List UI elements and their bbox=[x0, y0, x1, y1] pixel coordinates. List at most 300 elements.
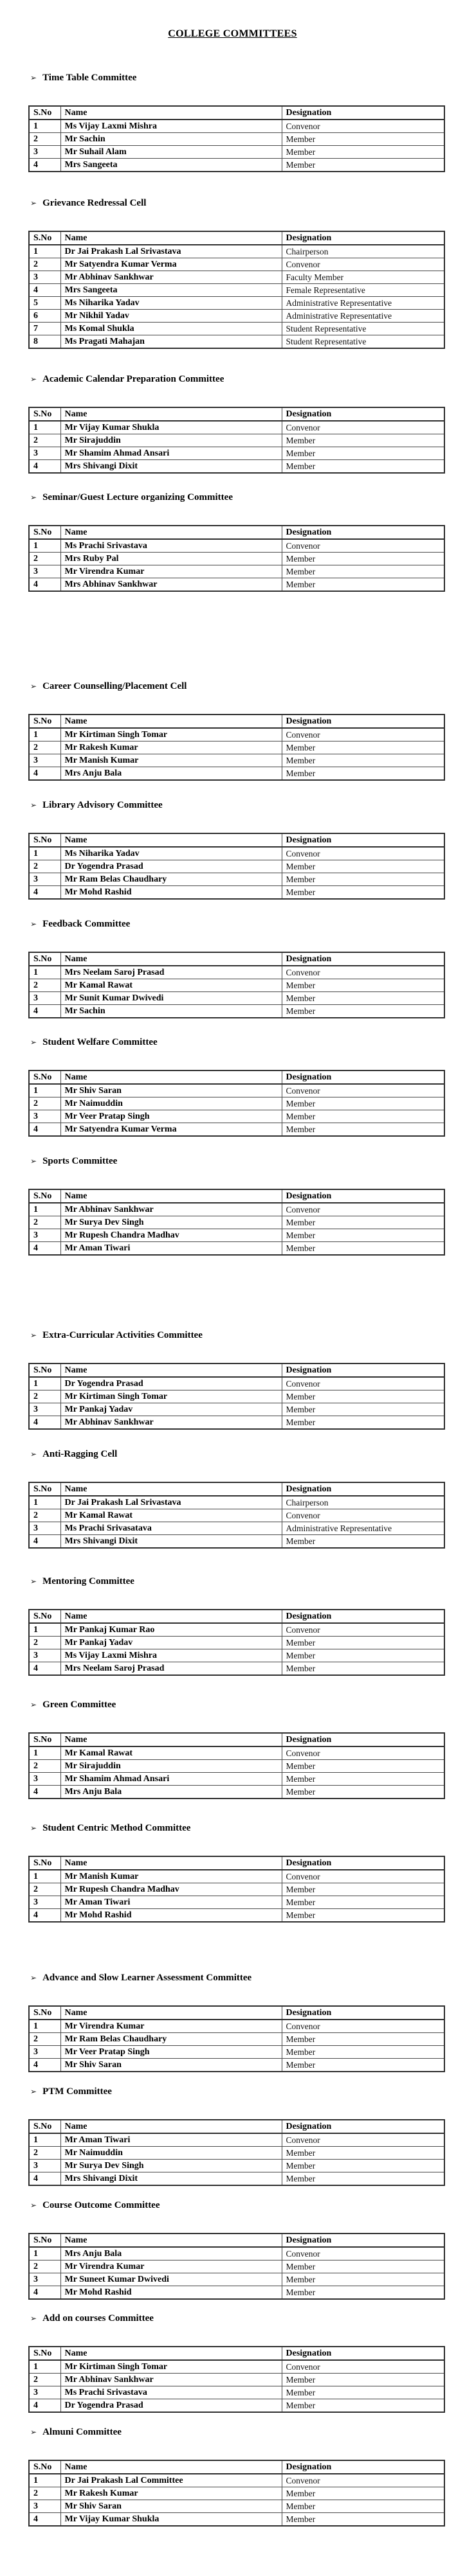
member-sno: 1 bbox=[29, 1870, 60, 1883]
table-row bbox=[29, 1535, 444, 1549]
member-designation: Convenor bbox=[282, 1203, 444, 1216]
arrow-bullet-icon: ➢ bbox=[30, 1577, 37, 1586]
committee-table bbox=[28, 1482, 445, 1549]
committee-name: Extra-Curricular Activities Committee bbox=[42, 1330, 203, 1340]
member-name: Mr Abhinav Sankhwar bbox=[60, 2374, 282, 2386]
column-header-sno: S.No bbox=[29, 1733, 60, 1746]
member-designation: Member bbox=[282, 1110, 444, 1123]
committee-name: Anti-Ragging Cell bbox=[42, 1449, 118, 1459]
member-designation: Member bbox=[282, 1649, 444, 1662]
member-name: Ms Vijay Laxmi Mishra bbox=[60, 1649, 282, 1662]
member-name: Mrs Neelam Saroj Prasad bbox=[60, 1662, 282, 1676]
table-row bbox=[29, 133, 444, 146]
member-designation: Convenor bbox=[282, 258, 444, 271]
member-sno: 4 bbox=[29, 1662, 60, 1676]
member-sno: 3 bbox=[29, 1896, 60, 1909]
member-name: Mr Pankaj Yadav bbox=[60, 1637, 282, 1649]
table-row bbox=[29, 2487, 444, 2500]
member-designation: Member bbox=[282, 1896, 444, 1909]
member-sno: 3 bbox=[29, 1773, 60, 1786]
table-row bbox=[29, 1496, 444, 1509]
column-header-name: Name bbox=[60, 2006, 282, 2020]
member-designation: Member bbox=[282, 992, 444, 1005]
committee-heading bbox=[30, 373, 465, 385]
member-sno: 2 bbox=[29, 742, 60, 754]
member-designation: Member bbox=[282, 742, 444, 754]
member-designation: Member bbox=[282, 1005, 444, 1018]
arrow-bullet-icon: ➢ bbox=[30, 1824, 37, 1833]
table-row bbox=[29, 1416, 444, 1430]
member-name: Mr Mohd Rashid bbox=[60, 886, 282, 900]
member-sno: 4 bbox=[29, 2059, 60, 2072]
member-name: Mr Sachin bbox=[60, 1005, 282, 1018]
member-name: Mr Shiv Saran bbox=[60, 2059, 282, 2072]
member-name: Mr Pankaj Yadav bbox=[60, 1403, 282, 1416]
member-name: Mr Abhinav Sankhwar bbox=[60, 1416, 282, 1430]
column-header-name: Name bbox=[60, 833, 282, 847]
arrow-bullet-icon: ➢ bbox=[30, 1157, 37, 1166]
committee-heading bbox=[30, 680, 465, 692]
committee-heading bbox=[30, 1972, 465, 1984]
committee-table bbox=[28, 1189, 445, 1256]
member-designation: Member bbox=[282, 1416, 444, 1430]
column-header-designation: Designation bbox=[282, 2006, 444, 2020]
member-designation: Chairperson bbox=[282, 245, 444, 258]
member-designation: Convenor bbox=[282, 1623, 444, 1637]
member-designation: Member bbox=[282, 1637, 444, 1649]
committee-heading bbox=[30, 1822, 465, 1834]
committee-heading bbox=[30, 1155, 465, 1167]
column-header-sno: S.No bbox=[29, 231, 60, 245]
committee-section bbox=[0, 1699, 465, 1799]
member-designation: Student Representative bbox=[282, 323, 444, 335]
member-name: Mr Kirtiman Singh Tomar bbox=[60, 728, 282, 742]
member-name: Mr Kirtiman Singh Tomar bbox=[60, 1390, 282, 1403]
committee-heading bbox=[30, 2426, 465, 2438]
member-designation: Convenor bbox=[282, 2020, 444, 2033]
column-header-sno: S.No bbox=[29, 715, 60, 728]
member-designation: Administrative Representative bbox=[282, 297, 444, 310]
table-header-row bbox=[29, 1856, 444, 1870]
table-row bbox=[29, 271, 444, 284]
column-header-sno: S.No bbox=[29, 2460, 60, 2474]
committee-table bbox=[28, 952, 445, 1018]
committee-heading bbox=[30, 1036, 465, 1048]
member-sno: 1 bbox=[29, 728, 60, 742]
member-designation: Administrative Representative bbox=[282, 310, 444, 323]
column-header-designation: Designation bbox=[282, 1856, 444, 1870]
column-header-sno: S.No bbox=[29, 833, 60, 847]
member-name: Mr Satyendra Kumar Verma bbox=[60, 1123, 282, 1137]
member-name: Mr Virendra Kumar bbox=[60, 2020, 282, 2033]
member-name: Mr Abhinav Sankhwar bbox=[60, 1203, 282, 1216]
committee-section bbox=[0, 1972, 465, 2072]
member-designation: Member bbox=[282, 434, 444, 447]
member-name: Dr Jai Prakash Lal Srivastava bbox=[60, 1496, 282, 1509]
table-header-row bbox=[29, 833, 444, 847]
column-header-designation: Designation bbox=[282, 2234, 444, 2247]
member-designation: Convenor bbox=[282, 728, 444, 742]
table-row bbox=[29, 434, 444, 447]
table-row bbox=[29, 2286, 444, 2300]
member-sno: 2 bbox=[29, 2487, 60, 2500]
member-name: Mr Shamim Ahmad Ansari bbox=[60, 447, 282, 460]
member-name: Mr Vijay Kumar Shukla bbox=[60, 2513, 282, 2527]
column-header-designation: Designation bbox=[282, 106, 444, 120]
member-name: Mr Rupesh Chandra Madhav bbox=[60, 1883, 282, 1896]
column-header-designation: Designation bbox=[282, 407, 444, 421]
committee-section bbox=[0, 799, 465, 900]
member-name: Mr Satyendra Kumar Verma bbox=[60, 258, 282, 271]
table-row bbox=[29, 2133, 444, 2147]
column-header-sno: S.No bbox=[29, 2120, 60, 2133]
committee-table bbox=[28, 2346, 445, 2413]
member-name: Mr Naimuddin bbox=[60, 2147, 282, 2160]
committee-section bbox=[0, 492, 465, 592]
member-sno: 4 bbox=[29, 2286, 60, 2300]
member-designation: Member bbox=[282, 2160, 444, 2172]
committee-section bbox=[0, 1155, 465, 1256]
member-sno: 2 bbox=[29, 1097, 60, 1110]
member-name: Mr Surya Dev Singh bbox=[60, 2160, 282, 2172]
member-sno: 3 bbox=[29, 873, 60, 886]
table-row bbox=[29, 1896, 444, 1909]
table-row bbox=[29, 2513, 444, 2527]
member-name: Mr Veer Pratap Singh bbox=[60, 2046, 282, 2059]
committee-section bbox=[0, 2313, 465, 2413]
member-name: Mr Virendra Kumar bbox=[60, 565, 282, 578]
member-sno: 3 bbox=[29, 1522, 60, 1535]
table-row bbox=[29, 2160, 444, 2172]
member-designation: Member bbox=[282, 1535, 444, 1549]
committee-table bbox=[28, 1856, 445, 1923]
member-sno: 1 bbox=[29, 421, 60, 434]
member-designation: Member bbox=[282, 565, 444, 578]
member-sno: 1 bbox=[29, 2360, 60, 2374]
member-designation: Convenor bbox=[282, 1084, 444, 1097]
member-designation: Member bbox=[282, 1123, 444, 1137]
member-sno: 2 bbox=[29, 553, 60, 565]
column-header-sno: S.No bbox=[29, 1364, 60, 1377]
member-sno: 2 bbox=[29, 2261, 60, 2273]
committee-heading bbox=[30, 492, 465, 503]
member-designation: Member bbox=[282, 1229, 444, 1242]
committee-heading bbox=[30, 2199, 465, 2211]
member-sno: 4 bbox=[29, 578, 60, 592]
member-name: Ms Niharika Yadav bbox=[60, 847, 282, 860]
committee-table bbox=[28, 2460, 445, 2527]
committee-heading bbox=[30, 1329, 465, 1341]
table-row bbox=[29, 1637, 444, 1649]
table-row bbox=[29, 245, 444, 258]
table-row bbox=[29, 1229, 444, 1242]
member-sno: 1 bbox=[29, 2247, 60, 2261]
table-row bbox=[29, 2474, 444, 2487]
committee-section bbox=[0, 1329, 465, 1430]
column-header-name: Name bbox=[60, 106, 282, 120]
committee-section bbox=[0, 2086, 465, 2186]
table-row bbox=[29, 1390, 444, 1403]
member-name: Dr Jai Prakash Lal Committee bbox=[60, 2474, 282, 2487]
member-name: Ms Prachi Srivastava bbox=[60, 2386, 282, 2399]
member-designation: Member bbox=[282, 2273, 444, 2286]
committee-section bbox=[0, 1448, 465, 1549]
member-name: Mr Kamal Rawat bbox=[60, 1746, 282, 1760]
table-header-row bbox=[29, 2460, 444, 2474]
member-name: Mr Kamal Rawat bbox=[60, 1509, 282, 1522]
member-sno: 3 bbox=[29, 565, 60, 578]
table-row bbox=[29, 1649, 444, 1662]
table-row bbox=[29, 1623, 444, 1637]
member-sno: 2 bbox=[29, 258, 60, 271]
member-sno: 3 bbox=[29, 1110, 60, 1123]
table-header-row bbox=[29, 1364, 444, 1377]
member-designation: Member bbox=[282, 1390, 444, 1403]
member-designation: Member bbox=[282, 2487, 444, 2500]
member-designation: Convenor bbox=[282, 120, 444, 133]
member-designation: Convenor bbox=[282, 539, 444, 553]
committee-section bbox=[0, 1036, 465, 1137]
column-header-name: Name bbox=[60, 952, 282, 966]
member-sno: 1 bbox=[29, 120, 60, 133]
member-sno: 1 bbox=[29, 966, 60, 979]
table-row bbox=[29, 2059, 444, 2072]
column-header-sno: S.No bbox=[29, 407, 60, 421]
member-designation: Convenor bbox=[282, 2133, 444, 2147]
committee-table bbox=[28, 231, 445, 349]
column-header-designation: Designation bbox=[282, 1189, 444, 1203]
member-sno: 1 bbox=[29, 1746, 60, 1760]
column-header-name: Name bbox=[60, 1733, 282, 1746]
arrow-bullet-icon: ➢ bbox=[30, 375, 37, 384]
table-row bbox=[29, 2033, 444, 2046]
column-header-name: Name bbox=[60, 1610, 282, 1623]
member-name: Mr Sunit Kumar Dwivedi bbox=[60, 992, 282, 1005]
column-header-sno: S.No bbox=[29, 2006, 60, 2020]
member-designation: Convenor bbox=[282, 1509, 444, 1522]
member-sno: 4 bbox=[29, 159, 60, 172]
table-row bbox=[29, 553, 444, 565]
member-sno: 2 bbox=[29, 1390, 60, 1403]
committee-name: PTM Committee bbox=[42, 2086, 112, 2097]
arrow-bullet-icon: ➢ bbox=[30, 1700, 37, 1709]
committee-section bbox=[0, 918, 465, 1018]
member-designation: Member bbox=[282, 2172, 444, 2186]
committee-table bbox=[28, 1732, 445, 1799]
member-designation: Member bbox=[282, 2147, 444, 2160]
member-sno: 7 bbox=[29, 323, 60, 335]
arrow-bullet-icon: ➢ bbox=[30, 801, 37, 810]
member-name: Mrs Abhinav Sankhwar bbox=[60, 578, 282, 592]
table-header-row bbox=[29, 1070, 444, 1084]
member-sno: 1 bbox=[29, 245, 60, 258]
column-header-name: Name bbox=[60, 1189, 282, 1203]
member-sno: 2 bbox=[29, 1509, 60, 1522]
committee-name: Career Counselling/Placement Cell bbox=[42, 681, 187, 691]
member-name: Mr Sachin bbox=[60, 133, 282, 146]
table-row bbox=[29, 886, 444, 900]
table-row bbox=[29, 1203, 444, 1216]
member-designation: Chairperson bbox=[282, 1496, 444, 1509]
table-row bbox=[29, 1084, 444, 1097]
committee-name: Almuni Committee bbox=[42, 2427, 122, 2437]
table-row bbox=[29, 1216, 444, 1229]
table-row bbox=[29, 1883, 444, 1896]
member-designation: Member bbox=[282, 2500, 444, 2513]
member-name: Mrs Anju Bala bbox=[60, 2247, 282, 2261]
member-sno: 1 bbox=[29, 2133, 60, 2147]
member-sno: 3 bbox=[29, 1403, 60, 1416]
member-name: Mr Sirajuddin bbox=[60, 434, 282, 447]
committee-table bbox=[28, 407, 445, 474]
member-designation: Member bbox=[282, 767, 444, 781]
member-sno: 4 bbox=[29, 1242, 60, 1256]
member-designation: Member bbox=[282, 2399, 444, 2413]
member-designation: Member bbox=[282, 1097, 444, 1110]
member-designation: Faculty Member bbox=[282, 271, 444, 284]
member-designation: Female Representative bbox=[282, 284, 444, 297]
member-designation: Member bbox=[282, 979, 444, 992]
member-name: Dr Jai Prakash Lal Srivastava bbox=[60, 245, 282, 258]
member-name: Mr Nikhil Yadav bbox=[60, 310, 282, 323]
committee-section bbox=[0, 373, 465, 474]
table-row bbox=[29, 447, 444, 460]
column-header-sno: S.No bbox=[29, 1856, 60, 1870]
column-header-sno: S.No bbox=[29, 1610, 60, 1623]
member-sno: 4 bbox=[29, 2172, 60, 2186]
column-header-name: Name bbox=[60, 2234, 282, 2247]
member-designation: Member bbox=[282, 886, 444, 900]
member-name: Ms Komal Shukla bbox=[60, 323, 282, 335]
committee-section bbox=[0, 197, 465, 349]
member-designation: Member bbox=[282, 2046, 444, 2059]
member-name: Mr Naimuddin bbox=[60, 1097, 282, 1110]
table-row bbox=[29, 258, 444, 271]
member-sno: 3 bbox=[29, 271, 60, 284]
member-name: Mr Shiv Saran bbox=[60, 2500, 282, 2513]
member-name: Dr Yogendra Prasad bbox=[60, 1377, 282, 1390]
table-row bbox=[29, 728, 444, 742]
committee-name: Student Centric Method Committee bbox=[42, 1823, 191, 1833]
committee-heading bbox=[30, 1699, 465, 1710]
table-row bbox=[29, 2386, 444, 2399]
member-sno: 4 bbox=[29, 1535, 60, 1549]
column-header-designation: Designation bbox=[282, 1070, 444, 1084]
table-row bbox=[29, 1403, 444, 1416]
committee-section bbox=[0, 2426, 465, 2527]
committee-table bbox=[28, 2233, 445, 2300]
member-name: Mr Kamal Rawat bbox=[60, 979, 282, 992]
member-sno: 3 bbox=[29, 1229, 60, 1242]
committee-heading bbox=[30, 918, 465, 930]
table-row bbox=[29, 2261, 444, 2273]
arrow-bullet-icon: ➢ bbox=[30, 493, 37, 502]
member-name: Ms Prachi Srivasatava bbox=[60, 1522, 282, 1535]
committee-section bbox=[0, 1576, 465, 1676]
member-designation: Member bbox=[282, 159, 444, 172]
table-row bbox=[29, 992, 444, 1005]
member-name: Ms Pragati Mahajan bbox=[60, 335, 282, 349]
arrow-bullet-icon: ➢ bbox=[30, 2314, 37, 2323]
page-title-text: COLLEGE COMMITTEES bbox=[168, 28, 297, 39]
committee-heading bbox=[30, 197, 465, 209]
column-header-name: Name bbox=[60, 1482, 282, 1496]
table-row bbox=[29, 159, 444, 172]
committee-heading bbox=[30, 2313, 465, 2324]
column-header-sno: S.No bbox=[29, 952, 60, 966]
member-sno: 3 bbox=[29, 2386, 60, 2399]
member-sno: 3 bbox=[29, 754, 60, 767]
committee-name: Mentoring Committee bbox=[42, 1576, 134, 1586]
committee-name: Sports Committee bbox=[42, 1156, 118, 1166]
table-row bbox=[29, 1760, 444, 1773]
table-row bbox=[29, 2374, 444, 2386]
table-header-row bbox=[29, 2006, 444, 2020]
member-sno: 4 bbox=[29, 1416, 60, 1430]
table-row bbox=[29, 1522, 444, 1535]
table-row bbox=[29, 742, 444, 754]
member-name: Mr Abhinav Sankhwar bbox=[60, 271, 282, 284]
committee-table bbox=[28, 833, 445, 900]
table-row bbox=[29, 297, 444, 310]
member-designation: Convenor bbox=[282, 2474, 444, 2487]
member-sno: 1 bbox=[29, 1084, 60, 1097]
table-header-row bbox=[29, 1610, 444, 1623]
member-designation: Convenor bbox=[282, 966, 444, 979]
committee-name: Add on courses Committee bbox=[42, 2313, 154, 2323]
member-sno: 5 bbox=[29, 297, 60, 310]
member-name: Mr Suneet Kumar Dwivedi bbox=[60, 2273, 282, 2286]
committee-table bbox=[28, 1609, 445, 1676]
arrow-bullet-icon: ➢ bbox=[30, 2428, 37, 2437]
member-sno: 3 bbox=[29, 2046, 60, 2059]
column-header-sno: S.No bbox=[29, 2347, 60, 2360]
member-sno: 3 bbox=[29, 447, 60, 460]
member-name: Mr Mohd Rashid bbox=[60, 1909, 282, 1923]
table-row bbox=[29, 1773, 444, 1786]
table-row bbox=[29, 2046, 444, 2059]
member-designation: Member bbox=[282, 2513, 444, 2527]
member-sno: 2 bbox=[29, 860, 60, 873]
member-name: Mr Shamim Ahmad Ansari bbox=[60, 1773, 282, 1786]
member-designation: Member bbox=[282, 1883, 444, 1896]
member-sno: 4 bbox=[29, 284, 60, 297]
committee-section bbox=[0, 1822, 465, 1923]
member-designation: Member bbox=[282, 1786, 444, 1799]
member-sno: 2 bbox=[29, 434, 60, 447]
committee-section bbox=[0, 680, 465, 781]
table-row bbox=[29, 565, 444, 578]
member-sno: 1 bbox=[29, 847, 60, 860]
column-header-designation: Designation bbox=[282, 2347, 444, 2360]
member-designation: Member bbox=[282, 2374, 444, 2386]
member-sno: 1 bbox=[29, 2474, 60, 2487]
member-name: Ms Niharika Yadav bbox=[60, 297, 282, 310]
member-sno: 4 bbox=[29, 460, 60, 474]
member-sno: 3 bbox=[29, 2160, 60, 2172]
column-header-name: Name bbox=[60, 407, 282, 421]
table-header-row bbox=[29, 2234, 444, 2247]
member-name: Mr Virendra Kumar bbox=[60, 2261, 282, 2273]
committee-name: Green Committee bbox=[42, 1700, 116, 1710]
committee-table bbox=[28, 525, 445, 592]
member-designation: Convenor bbox=[282, 2360, 444, 2374]
member-name: Mr Vijay Kumar Shukla bbox=[60, 421, 282, 434]
table-row bbox=[29, 2247, 444, 2261]
column-header-name: Name bbox=[60, 1364, 282, 1377]
member-designation: Member bbox=[282, 1773, 444, 1786]
member-sno: 1 bbox=[29, 539, 60, 553]
